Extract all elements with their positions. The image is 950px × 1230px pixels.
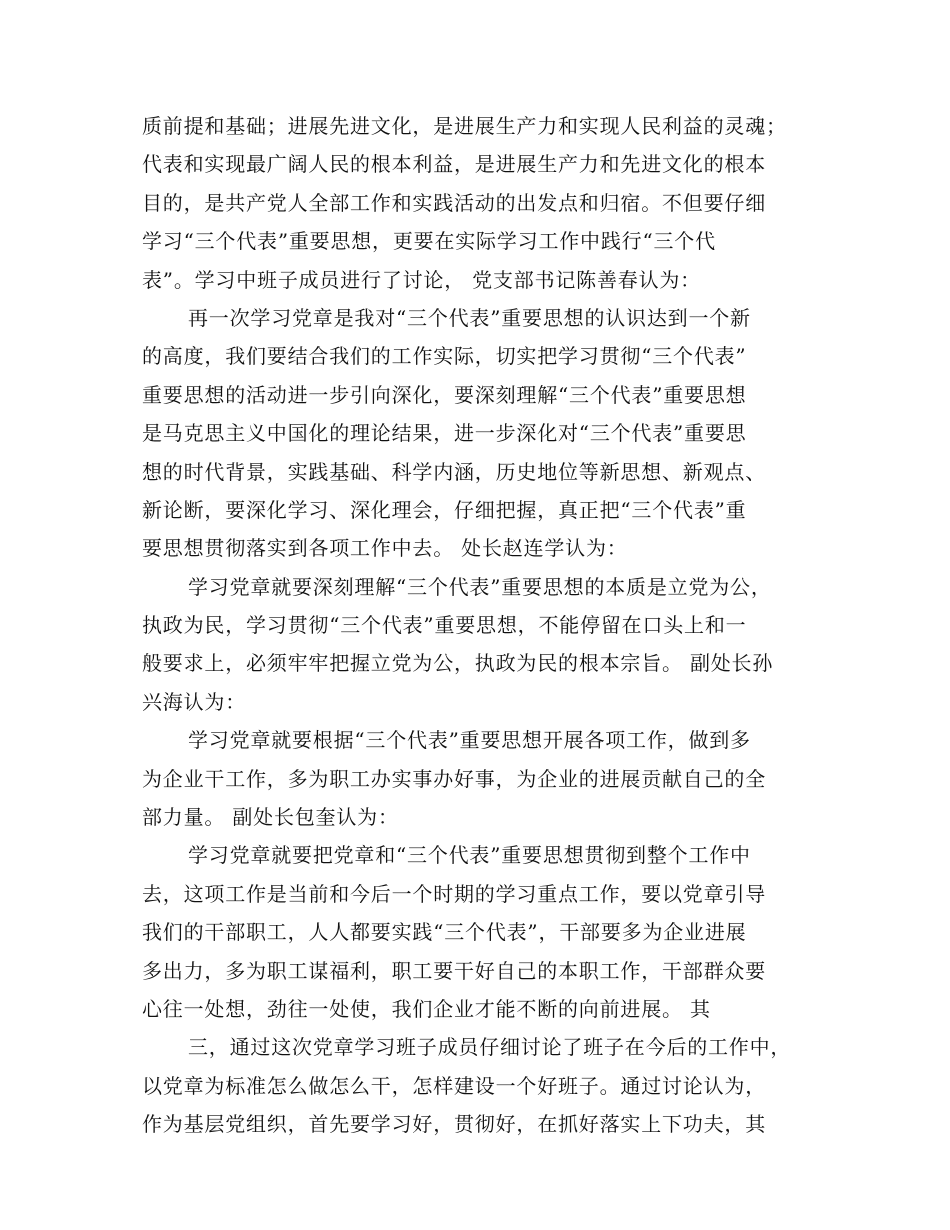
text-line: 作为基层党组织，首先要学习好，贯彻好，在抓好落实上下功夫，其: [142, 1112, 766, 1137]
text-line: 表”。学习中班子成员进行了讨论， 党支部书记陈善春认为：: [142, 267, 701, 292]
text-line: 是马克思主义中国化的理论结果，进一步深化对“三个代表”重要思: [142, 421, 747, 446]
text-line: 我们的干部职工，人人都要实践“三个代表”，干部要多为企业进展: [142, 920, 747, 945]
text-line: 为企业干工作，多为职工办实事办好事，为企业的进展贡献自己的全: [142, 766, 766, 791]
text-line: 心往一处想，劲往一处使，我们企业才能不断的向前进展。 其: [142, 996, 711, 1021]
text-line: 新论断，要深化学习、深化理会，仔细把握，真正把“三个代表”重: [142, 497, 747, 522]
paragraph-first-line: 三，通过这次党章学习班子成员仔细讨论了班子在今后的工作中，: [188, 1035, 792, 1060]
paragraph-first-line: 再一次学习党章是我对“三个代表”重要思想的认识达到一个新: [188, 305, 751, 330]
text-line: 执政为民，学习贯彻“三个代表”重要思想，不能停留在口头上和一: [142, 613, 747, 638]
text-line: 要思想贯彻落实到各项工作中去。 处长赵连学认为：: [142, 536, 628, 561]
text-line: 代表和实现最广阔人民的根本利益，是进展生产力和先进文化的根本: [142, 152, 766, 177]
paragraph-first-line: 学习党章就要深刻理解“三个代表”重要思想的本质是立党为公，: [188, 574, 772, 599]
text-line: 以党章为标准怎么做怎么干，怎样建设一个好班子。通过讨论认为，: [142, 1073, 766, 1098]
text-line: 的高度，我们要结合我们的工作实际，切实把学习贯彻“三个代表”: [142, 344, 747, 369]
body-text: [142, 107, 822, 1144]
text-line: 学习“三个代表”重要思想，更要在实际学习工作中践行“三个代: [142, 229, 716, 254]
text-line: 目的，是共产党人全部工作和实践活动的出发点和归宿。不但要仔细: [142, 190, 766, 215]
paragraph-first-line: 学习党章就要根据“三个代表”重要思想开展各项工作，做到多: [188, 728, 751, 753]
text-line: 去，这项工作是当前和今后一个时期的学习重点工作，要以党章引导: [142, 881, 766, 906]
text-line: 重要思想的活动进一步引向深化，要深刻理解“三个代表”重要思想: [142, 382, 747, 407]
text-line: 多出力，多为职工谋福利，职工要干好自己的本职工作，干部群众要: [142, 958, 766, 983]
text-line: 质前提和基础；进展先进文化，是进展生产力和实现人民利益的灵魂；: [142, 114, 787, 138]
text-line: 兴海认为：: [142, 689, 246, 714]
text-line: 部力量。 副处长包奎认为：: [142, 805, 399, 830]
text-line: 般要求上，必须牢牢把握立党为公，执政为民的根本宗旨。 副处长孙: [142, 651, 774, 676]
paragraph-first-line: 学习党章就要把党章和“三个代表”重要思想贯彻到整个工作中: [188, 843, 751, 868]
text-line: 想的时代背景，实践基础、科学内涵，历史地位等新思想、新观点、: [142, 459, 766, 484]
